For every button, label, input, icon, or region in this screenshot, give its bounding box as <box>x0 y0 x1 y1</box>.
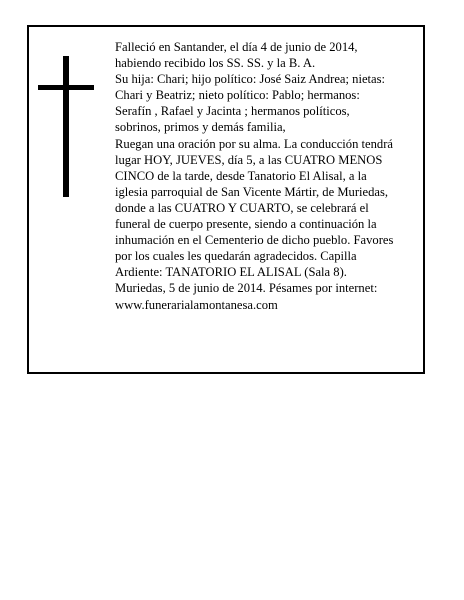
notice-line: lugar HOY, JUEVES, día 5, a las CUATRO MENOS <box>115 152 383 167</box>
notice-line: Ruegan una oración por su alma. La conducción tendrá <box>115 136 394 151</box>
notice-line: Ardiente: TANATORIO EL ALISAL (Sala 8). <box>115 265 347 280</box>
cross-vertical-bar <box>63 56 69 197</box>
notice-line: Chari y Beatriz; nieto político: Pablo; hermanos: <box>115 88 360 103</box>
notice-line: inhumación en el Cementerio de dicho pueblo. Favores <box>115 233 394 248</box>
notice-line: Falleció en Santander, el día 4 de junio de 2014, <box>115 40 358 54</box>
notice-line: Muriedas, 5 de junio de 2014. Pésames por internet: <box>115 281 378 296</box>
notice-line: CINCO de la tarde, desde Tanatorio El Alisal, a la <box>115 168 367 183</box>
notice-line: Su hija: Chari; hijo político: José Saiz Andrea; nietas: <box>115 72 386 87</box>
notice-line: Serafín , Rafael y Jacinta ; hermanos políticos, <box>115 104 350 119</box>
notice-line: www.funerarialamontanesa.com <box>115 297 278 312</box>
cross-horizontal-bar <box>38 85 94 90</box>
notice-line: sobrinos, primos y demás familia, <box>115 120 286 135</box>
notice-line: donde a las CUATRO Y CUARTO, se celebrará el <box>115 200 369 215</box>
notice-line: habiendo recibido los SS. SS. y la B. A. <box>115 56 316 71</box>
notice-line: por los cuales les quedarán agradecidos. Capilla <box>115 249 357 264</box>
obituary-text <box>115 39 421 313</box>
notice-line: iglesia parroquial de San Vicente Mártir, de Muriedas, <box>115 184 389 199</box>
notice-line: funeral de cuerpo presente, siendo a continuación la <box>115 217 377 232</box>
